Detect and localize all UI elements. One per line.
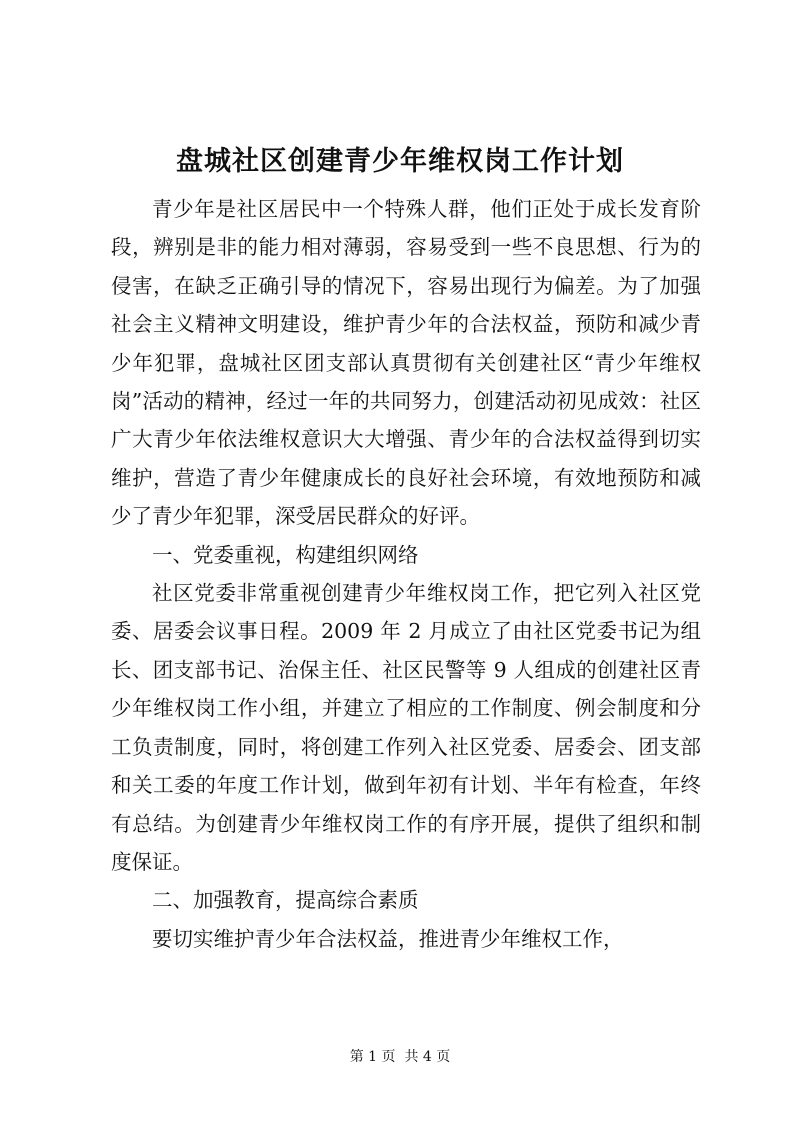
document-title: 盘城社区创建青少年维权岗工作计划 — [176, 146, 624, 177]
intro-paragraph: 青少年是社区居民中一个特殊人群，他们正处于成长发育阶段，辨别是非的能力相对薄弱，容易受到一些不良思想、行为的侵害，在缺乏正确引导的情况下，容易出现行为偏差。为了加强社会主义精神文明建设，维护青少年的合法权益，预防和减少青少年犯罪，盘城社区团支部认真贯彻有关创建社区“青少年维权岗”活动的精神，经过一年的共同努力，创建活动初见成效：社区广大青少年依法维权意识大大增强、青少年的合法权益得到切实维护，营造了青少年健康成长的良好社会环境，有效地预防和减少了青少年犯罪，深受居民群众的好评。 — [111, 197, 701, 529]
section-heading-2: 二、加强教育，提高综合素质 — [152, 888, 419, 913]
page-footer — [0, 1047, 800, 1067]
section-2-paragraph: 要切实维护青少年合法权益，推进青少年维权工作， — [152, 926, 624, 951]
page-number-label: 第 1 页 共 4 页 — [349, 1049, 451, 1065]
section-1-paragraph: 社区党委非常重视创建青少年维权岗工作，把它列入社区党委、居委会议事日程。2009 年 2 月成立了由社区党委书记为组长、团支部书记、治保主任、社区民警等 9 人组成的创建社区青少年维权岗工作小组，并建立了相应的工作制度、例会制度和分工负责制度，同时，将创建工作列入社区党委、居委会、团支部和关工委的年度工作计划，做到年初有计划、半年有检查，年终有总结。为创建青少年维权岗工作的有序开展，提供了组织和制度保证。 — [111, 581, 701, 874]
document-body — [111, 190, 701, 958]
section-heading-1: 一、党委重视，构建组织网络 — [152, 542, 419, 567]
